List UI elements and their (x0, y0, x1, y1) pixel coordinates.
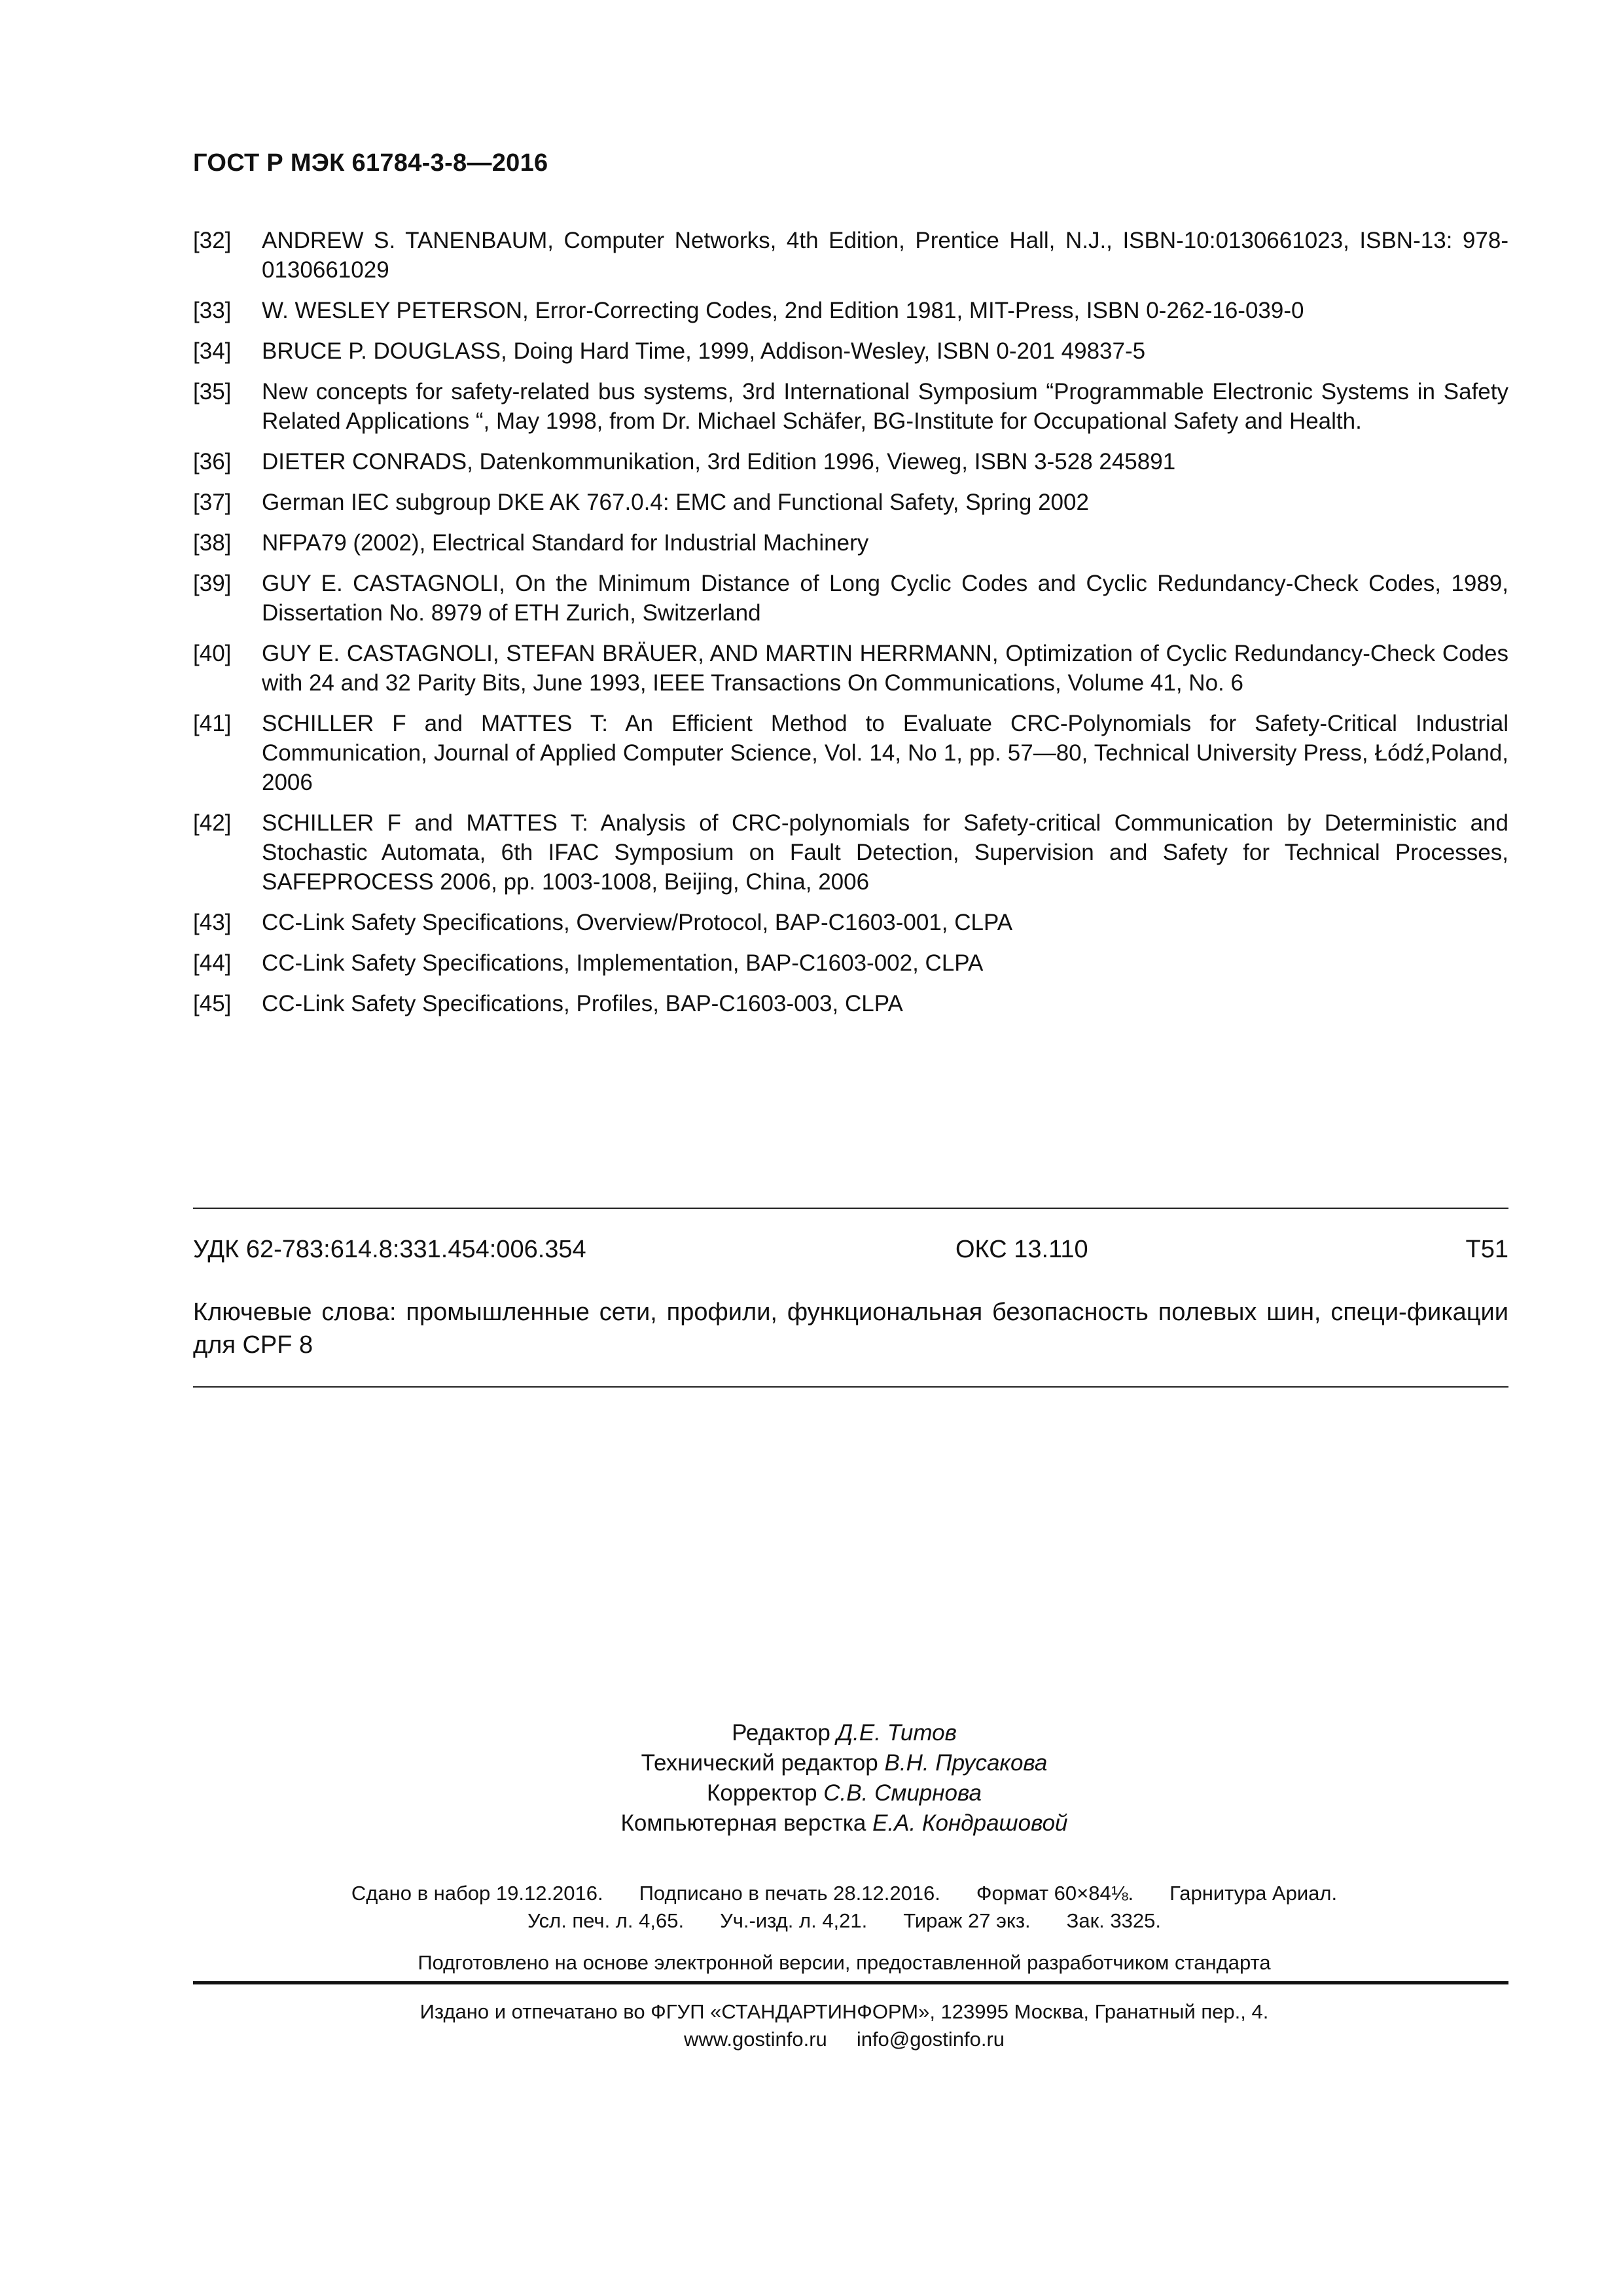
credit-name: В.Н. Прусакова (884, 1750, 1048, 1776)
credit-role: Редактор (732, 1720, 830, 1746)
reference-item (193, 948, 1508, 978)
reference-number: [40] (193, 641, 232, 666)
print-details-line-2 (0, 1907, 1623, 1935)
reference-number: [42] (193, 810, 232, 836)
reference-item (193, 447, 1508, 476)
print-details-line-1 (0, 1880, 1623, 1907)
reference-number: [41] (193, 711, 232, 736)
publisher-info (0, 1998, 1623, 2053)
reference-item (193, 377, 1508, 436)
typeface: Гарнитура Ариал. (1169, 1882, 1338, 1905)
editorial-credits (0, 1718, 1623, 1839)
credit-line-layout (0, 1808, 1623, 1839)
reference-number: [32] (193, 228, 232, 253)
reference-text: CC-Link Safety Specifications, Profiles, BAP-C1603-003, CLPA (262, 991, 903, 1016)
credit-role: Корректор (707, 1780, 817, 1806)
prepared-note: Подготовлено на основе электронной версии, предоставленной разработчиком стандарта (418, 1951, 1271, 1974)
reference-text: GUY E. CASTAGNOLI, On the Minimum Distance of Long Cyclic Codes and Cyclic Redundancy-Check Codes, 1989, Dissertation No. 8979 of ETH Zurich, Switzerland (262, 571, 1508, 626)
reference-text: DIETER CONRADS, Datenkommunikation, 3rd Edition 1996, Vieweg, ISBN 3-528 245891 (262, 449, 1176, 475)
reference-text: GUY E. CASTAGNOLI, STEFAN BRÄUER, AND MARTIN HERRMANN, Optimization of Cyclic Redundancy-Check Codes with 24 and 32 Parity Bits, June 1993, IEEE Transactions On Communications, Volume 41, No. 6 (262, 641, 1508, 696)
reference-number: [45] (193, 991, 232, 1016)
classification-code: Т51 (1465, 1236, 1508, 1263)
udk-code: УДК 62-783:614.8:331.454:006.354 (193, 1236, 586, 1263)
reference-item (193, 528, 1508, 558)
reference-text: SCHILLER F and MATTES T: Analysis of CRC-polynomials for Safety-critical Communication by Deterministic and Stochastic Automata, 6th IFAC Symposium on Fault Detection, Supervision and Safety for Technical Processes, SAFEPROCESS 2006, pp. 1003-1008, Beijing, China, 2006 (262, 810, 1508, 895)
divider-line (193, 1208, 1508, 1209)
printed-sheets: Усл. печ. л. 4,65. (527, 1909, 685, 1932)
reference-text: ANDREW S. TANENBAUM, Computer Networks, 4th Edition, Prentice Hall, N.J., ISBN-10:0130661023, ISBN-13: 978-0130661029 (262, 228, 1508, 283)
reference-item (193, 296, 1508, 325)
divider-line (193, 1386, 1508, 1388)
credit-line-tech-editor (0, 1748, 1623, 1778)
reference-item (193, 336, 1508, 366)
reference-number: [34] (193, 338, 232, 364)
reference-item (193, 908, 1508, 937)
email-link[interactable]: info@gostinfo.ru (856, 2028, 1005, 2051)
classification-row (193, 1236, 1508, 1268)
reference-item (193, 569, 1508, 628)
divider-line-thick (193, 1981, 1508, 1984)
reference-number: [43] (193, 910, 232, 935)
credit-role: Технический редактор (641, 1750, 878, 1776)
reference-number: [38] (193, 530, 232, 556)
reference-text: New concepts for safety-related bus systems, 3rd International Symposium “Programmable Electronic Systems in Safety Related Applications “, May 1998, from Dr. Michael Schäfer, BG-Institute for Occupational Safety and Health. (262, 379, 1508, 434)
reference-number: [37] (193, 490, 232, 515)
reference-text: SCHILLER F and MATTES T: An Efficient Method to Evaluate CRC-Polynomials for Safety-Critical Industrial Communication, Journal of Applied Computer Science, Vol. 14, No 1, pp. 57—80, Technical University Press, Łódź,Poland, 2006 (262, 711, 1508, 795)
reference-item (193, 639, 1508, 698)
circulation: Тираж 27 экз. (903, 1909, 1031, 1932)
reference-text: CC-Link Safety Specifications, Implementation, BAP-C1603-002, CLPA (262, 950, 984, 976)
credit-line-editor (0, 1718, 1623, 1748)
reference-item (193, 989, 1508, 1018)
reference-text: NFPA79 (2002), Electrical Standard for Industrial Machinery (262, 530, 869, 556)
publisher-contacts (0, 2026, 1623, 2053)
reference-list (193, 226, 1508, 1030)
reference-number: [39] (193, 571, 232, 596)
credit-role: Компьютерная верстка (620, 1810, 866, 1836)
reference-text: CC-Link Safety Specifications, Overview/Protocol, BAP-C1603-001, CLPA (262, 910, 1013, 935)
typeset-date: Сдано в набор 19.12.2016. (351, 1882, 603, 1905)
credit-name: Д.Е. Титов (836, 1720, 957, 1746)
keywords-text: Ключевые слова: промышленные сети, профили, функциональная безопасность полевых шин, специ-фикации для CPF 8 (193, 1299, 1508, 1359)
website-link[interactable]: www.gostinfo.ru (683, 2028, 827, 2051)
credit-line-corrector (0, 1778, 1623, 1808)
reference-text: W. WESLEY PETERSON, Error-Correcting Codes, 2nd Edition 1981, MIT-Press, ISBN 0-262-16-039-0 (262, 298, 1304, 323)
reference-item (193, 488, 1508, 517)
reference-item (193, 709, 1508, 797)
reference-text: BRUCE P. DOUGLASS, Doing Hard Time, 1999, Addison-Wesley, ISBN 0-201 49837-5 (262, 338, 1146, 364)
reference-item (193, 226, 1508, 285)
credit-name: Е.А. Кондрашовой (872, 1810, 1068, 1836)
order-number: Зак. 3325. (1066, 1909, 1161, 1932)
reference-number: [33] (193, 298, 232, 323)
reference-item (193, 808, 1508, 897)
page-header-title: ГОСТ Р МЭК 61784-3-8—2016 (193, 149, 548, 177)
reference-text: German IEC subgroup DKE AK 767.0.4: EMC and Functional Safety, Spring 2002 (262, 490, 1089, 515)
signed-date: Подписано в печать 28.12.2016. (639, 1882, 940, 1905)
print-details (0, 1880, 1623, 1935)
credit-name: С.В. Смирнова (823, 1780, 982, 1806)
publisher-address: Издано и отпечатано во ФГУП «СТАНДАРТИНФОРМ», 123995 Москва, Гранатный пер., 4. (419, 2000, 1269, 2023)
paper-format: Формат 60×84⅛. (976, 1882, 1134, 1905)
reference-number: [35] (193, 379, 232, 404)
reference-number: [36] (193, 449, 232, 475)
oks-code: ОКС 13.110 (955, 1236, 1088, 1263)
publishing-sheets: Уч.-изд. л. 4,21. (720, 1909, 868, 1932)
reference-number: [44] (193, 950, 232, 976)
